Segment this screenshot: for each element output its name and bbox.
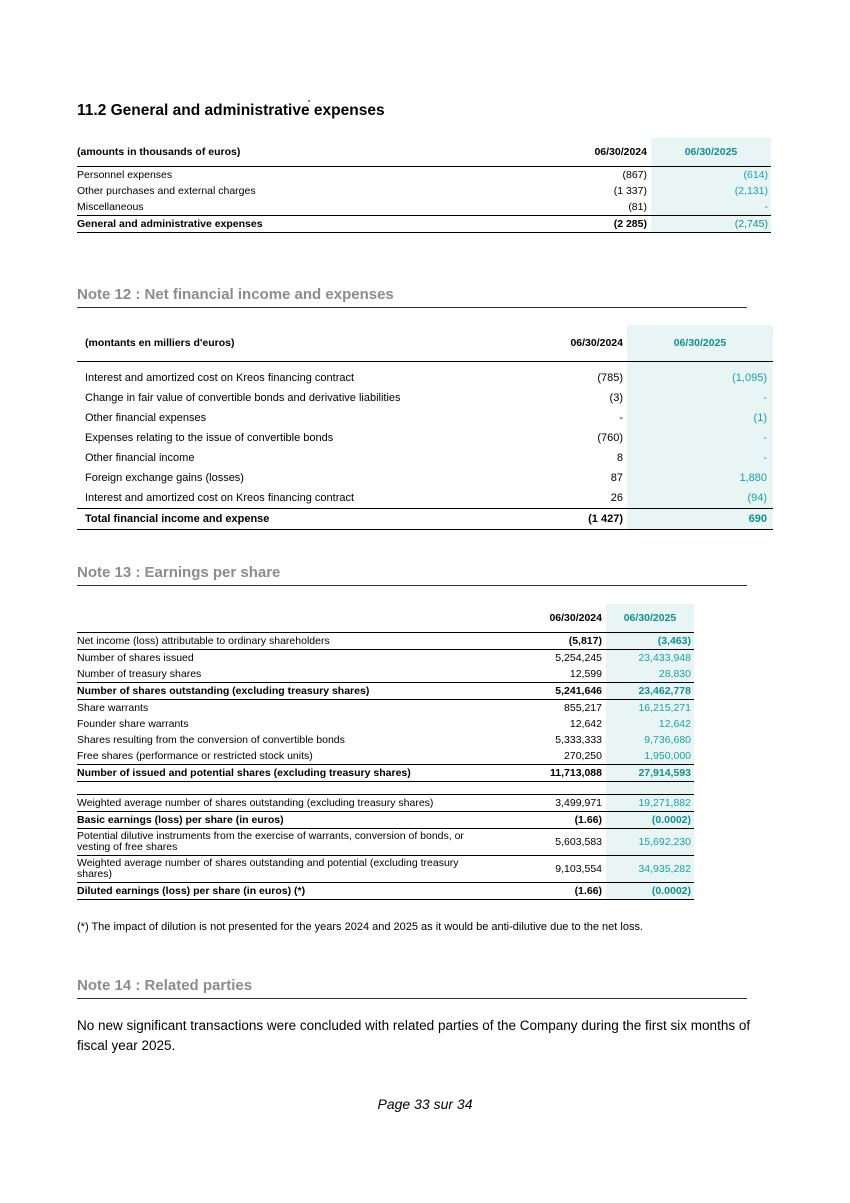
- value-2025: 19,271,882: [606, 795, 694, 812]
- page-number: Page 33 sur 34: [377, 1096, 473, 1112]
- total-2025: 690: [627, 509, 773, 530]
- total-2024: (2 285): [551, 216, 647, 233]
- row-label: Other financial income: [85, 452, 195, 464]
- value-2025: (1,095): [627, 362, 773, 389]
- value-2024: 5,333,333: [555, 734, 602, 746]
- col-2024-header: 06/30/2024: [551, 138, 647, 167]
- table-row: [77, 812, 694, 829]
- row-label: Basic earnings (loss) per share (in euros): [77, 812, 523, 829]
- total-label: Total financial income and expense: [77, 509, 553, 530]
- row-label: Change in fair value of convertible bonds and derivative liabilities: [85, 392, 401, 404]
- row-label: Net income (loss) attributable to ordinary shareholders: [77, 633, 523, 650]
- value-2025: (94): [627, 488, 773, 509]
- total-row: [77, 216, 771, 233]
- row-label: Free shares (performance or restricted stock units): [77, 748, 523, 765]
- col-2025-header: 06/30/2025: [651, 138, 771, 167]
- value-2024: 12,599: [523, 666, 602, 683]
- row-label: Potential dilutive instruments from the exercise of warrants, conversion of bonds, or vesting of free shares: [77, 829, 523, 856]
- spacer-row: [77, 782, 694, 795]
- value-2025: (2,131): [651, 183, 771, 199]
- table-row: [77, 732, 694, 748]
- table-row: [77, 448, 773, 468]
- value-2025: (614): [651, 167, 771, 184]
- value-2024: (3): [609, 392, 623, 404]
- value-2024: 8: [616, 452, 623, 464]
- value-2025: (1): [627, 408, 773, 428]
- col-2025-header: 06/30/2025: [627, 325, 773, 362]
- row-label: Shares resulting from the conversion of convertible bonds: [77, 734, 345, 746]
- table-row: [77, 829, 694, 856]
- value-2025: 23,433,948: [606, 650, 694, 667]
- value-2024: 12,642: [569, 718, 602, 730]
- row-label: Other purchases and external charges: [77, 185, 256, 197]
- value-2024: (1.66): [523, 883, 602, 900]
- value-2025: -: [627, 388, 773, 408]
- row-label: Number of issued and potential shares (excluding treasury shares): [77, 765, 523, 782]
- table-row: [77, 666, 694, 683]
- value-2025: (0.0002): [606, 812, 694, 829]
- table-row: [77, 488, 773, 509]
- value-2025: 12,642: [606, 716, 694, 732]
- value-2024: (760): [597, 432, 623, 444]
- related-parties-text: No new significant transactions were concluded with related parties of the Company during the first six months of fiscal year 2025.: [77, 1018, 751, 1053]
- note-13-title: Note 13 : Earnings per share: [77, 564, 747, 586]
- table-row: [77, 765, 694, 782]
- row-label: Foreign exchange gains (losses): [85, 472, 244, 484]
- value-2025: 1,950,000: [606, 748, 694, 765]
- value-2025: 27,914,593: [606, 765, 694, 782]
- table-header: [77, 325, 773, 362]
- ga-expenses-table: [77, 138, 771, 233]
- total-label: General and administrative expenses: [77, 216, 551, 233]
- value-2024: (785): [597, 372, 623, 384]
- value-2024: 5,241,646: [523, 683, 602, 700]
- table-row: [77, 716, 694, 732]
- col-2024-header: 06/30/2024: [523, 604, 602, 633]
- row-label: Interest and amortized cost on Kreos financing contract: [85, 372, 355, 384]
- value-2024: -: [619, 412, 623, 424]
- value-2025: 23,462,778: [606, 683, 694, 700]
- units-label: (amounts in thousands of euros): [77, 138, 551, 167]
- value-2024: (1.66): [523, 812, 602, 829]
- table-row: [77, 633, 694, 650]
- value-2024: 3,499,971: [523, 795, 602, 812]
- value-2025: -: [627, 428, 773, 448]
- value-2024: 11,713,088: [523, 765, 602, 782]
- row-label: Share warrants: [77, 702, 149, 714]
- total-row: [77, 509, 773, 530]
- units-label: (montants en milliers d'euros): [77, 325, 553, 362]
- table-row: [77, 388, 773, 408]
- value-2024: 270,250: [523, 748, 602, 765]
- value-2024: (5,817): [523, 633, 602, 650]
- value-2024: 26: [610, 492, 623, 504]
- row-label: Miscellaneous: [77, 201, 144, 213]
- row-label: Expenses relating to the issue of convertible bonds: [85, 432, 334, 444]
- value-2025: 34,935,282: [606, 856, 694, 883]
- table-row: [77, 468, 773, 488]
- value-2025: -: [651, 199, 771, 216]
- note-14-title: Note 14 : Related parties: [77, 977, 747, 999]
- table-row: [77, 167, 771, 184]
- total-2024: (1 427): [553, 509, 623, 530]
- section-11-2-title: 11.2 General and administrative expenses: [77, 102, 385, 119]
- table-row: [77, 856, 694, 883]
- value-2025: 1,880: [627, 468, 773, 488]
- table-row: [77, 700, 694, 717]
- table-row: [77, 748, 694, 765]
- table-row: [77, 428, 773, 448]
- row-label: Number of shares outstanding (excluding treasury shares): [77, 683, 523, 700]
- value-2024: 87: [610, 472, 623, 484]
- row-label: Diluted earnings (loss) per share (in euros) (*): [77, 883, 523, 900]
- financial-income-table: [77, 325, 773, 530]
- value-2024: 5,603,583: [523, 829, 602, 856]
- total-2025: (2,745): [651, 216, 771, 233]
- row-label: Weighted average number of shares outstanding (excluding treasury shares): [77, 795, 523, 812]
- col-2024-header: 06/30/2024: [553, 325, 623, 362]
- table-row: [77, 683, 694, 700]
- table-row: [77, 795, 694, 812]
- value-2024: 855,217: [564, 702, 602, 714]
- row-label: Interest and amortized cost on Kreos financing contract: [85, 492, 355, 504]
- row-label: Weighted average number of shares outstanding and potential (excluding treasury shares): [77, 856, 523, 883]
- value-2025: 28,830: [606, 666, 694, 683]
- row-label: Number of shares issued: [77, 652, 194, 664]
- value-2025: 9,736,680: [606, 732, 694, 748]
- value-2024: 9,103,554: [523, 856, 602, 883]
- note-12-title: Note 12 : Net financial income and expenses: [77, 286, 747, 308]
- table-row: [77, 408, 773, 428]
- dilution-footnote: (*) The impact of dilution is not presented for the years 2024 and 2025 as it would be anti-dilutive due to the net loss.: [77, 921, 644, 933]
- value-2025: -: [627, 448, 773, 468]
- value-2024: (1 337): [613, 185, 647, 197]
- row-label: Founder share warrants: [77, 718, 189, 730]
- table-row: [77, 199, 771, 216]
- value-2025: 15,692,230: [606, 829, 694, 856]
- value-2025: (0.0002): [606, 883, 694, 900]
- row-label: Other financial expenses: [85, 412, 207, 424]
- value-2025: (3,463): [606, 633, 694, 650]
- table-row: [77, 362, 773, 389]
- row-label: Personnel expenses: [77, 169, 173, 181]
- table-header: [77, 604, 694, 633]
- value-2024: (867): [622, 169, 647, 181]
- table-row: [77, 883, 694, 900]
- col-2025-header: 06/30/2025: [606, 604, 694, 633]
- row-label: Number of treasury shares: [77, 666, 523, 683]
- table-header: [77, 138, 771, 167]
- value-2025: 16,215,271: [606, 700, 694, 717]
- table-row: [77, 650, 694, 667]
- value-2024: 5,254,245: [555, 652, 602, 664]
- earnings-per-share-table: [77, 604, 694, 900]
- value-2024: (81): [628, 201, 647, 213]
- table-row: [77, 183, 771, 199]
